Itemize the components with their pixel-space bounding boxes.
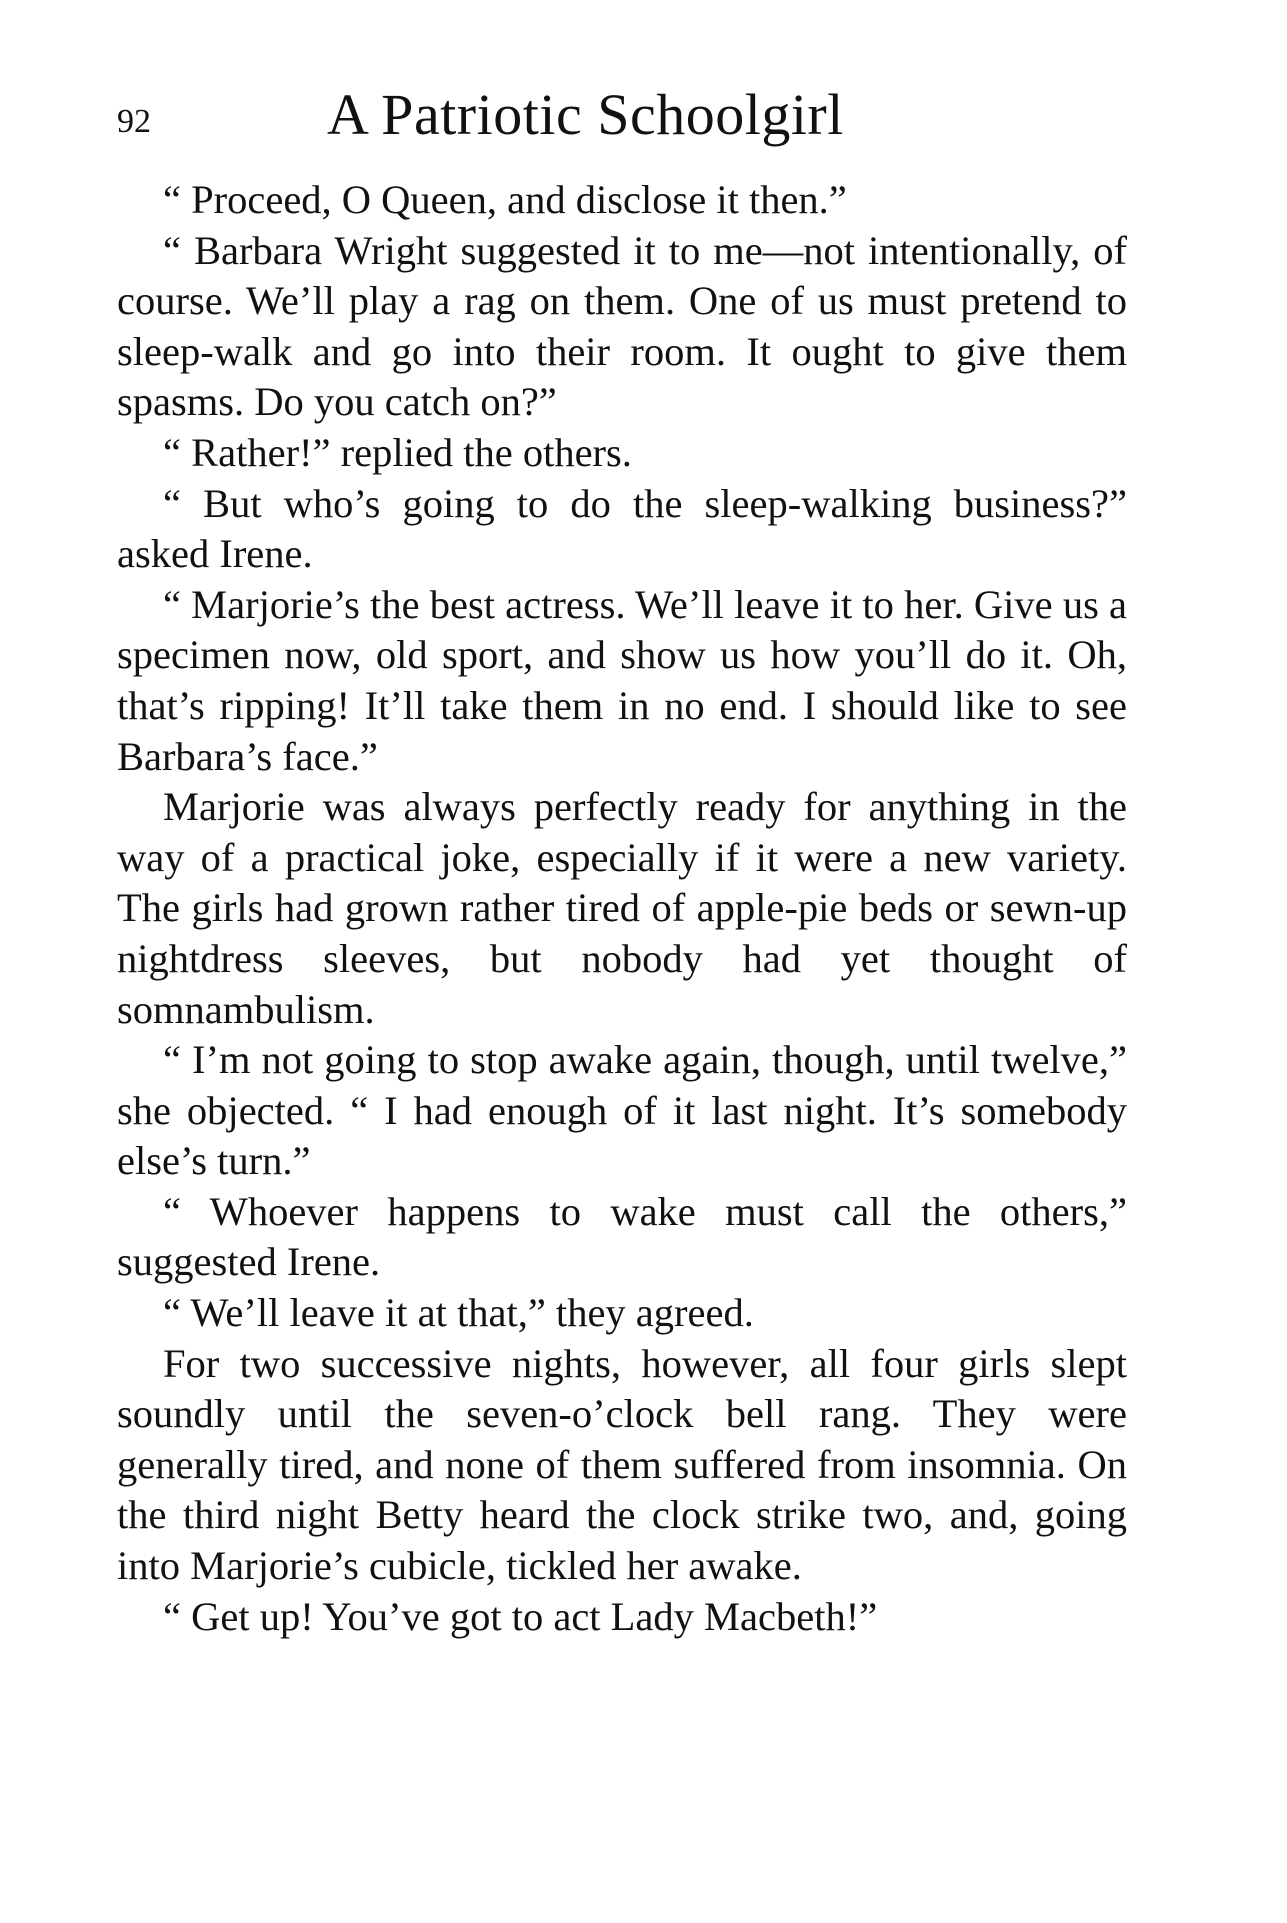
paragraph: “ Get up! You’ve got to act Lady Macbeth!” — [163, 1593, 878, 1639]
paragraph: “ Rather!” replied the others. — [163, 429, 632, 475]
running-title: A Patriotic Schoolgirl — [327, 82, 844, 147]
paragraph: “ Marjorie’s the best actress. We’ll leave it to her. Give us a specimen now, old sport, and show us how you’ll do it. Oh, that’s ripping! It’ll take them in no end. I should like to see Barbara’s face.” — [117, 581, 1127, 779]
page-bottom-margin — [117, 1812, 1127, 1813]
paragraph: “ Barbara Wright suggested it to me—not intentionally, of course. We’ll play a rag on them. One of us must pretend to sleep-walk and go into their room. It ought to give them spasms. Do you catch on?” — [117, 227, 1127, 425]
paragraph: For two successive nights, however, all four girls slept soundly until the seven-o’clock bell rang. They were generally tired, and none of them suffered from insomnia. On the third night Betty heard the clock strike two, and, going into Marjorie’s cubicle, tickled her awake. — [117, 1340, 1127, 1589]
paragraph: “ But who’s going to do the sleep-walking business?” asked Irene. — [117, 480, 1127, 577]
page-number: 92 — [117, 103, 151, 140]
paragraph: “ We’ll leave it at that,” they agreed. — [163, 1290, 754, 1336]
paragraph: “ Whoever happens to wake must call the others,” suggested Irene. — [117, 1188, 1127, 1285]
body-text — [117, 175, 1127, 1642]
paragraph: “ I’m not going to stop awake again, though, until twelve,” she objected. “ I had enough of it last night. It’s somebody else’s turn.” — [117, 1037, 1127, 1184]
paragraph: “ Proceed, O Queen, and disclose it then.” — [163, 177, 847, 222]
running-head — [117, 80, 1127, 160]
paragraph: Marjorie was always perfectly ready for anything in the way of a practical joke, especially if it were a new variety. The girls had grown rather tired of apple-pie beds or sewn-up nightdress sleeves, but nobody had yet thought of somnambulism. — [117, 784, 1127, 1032]
